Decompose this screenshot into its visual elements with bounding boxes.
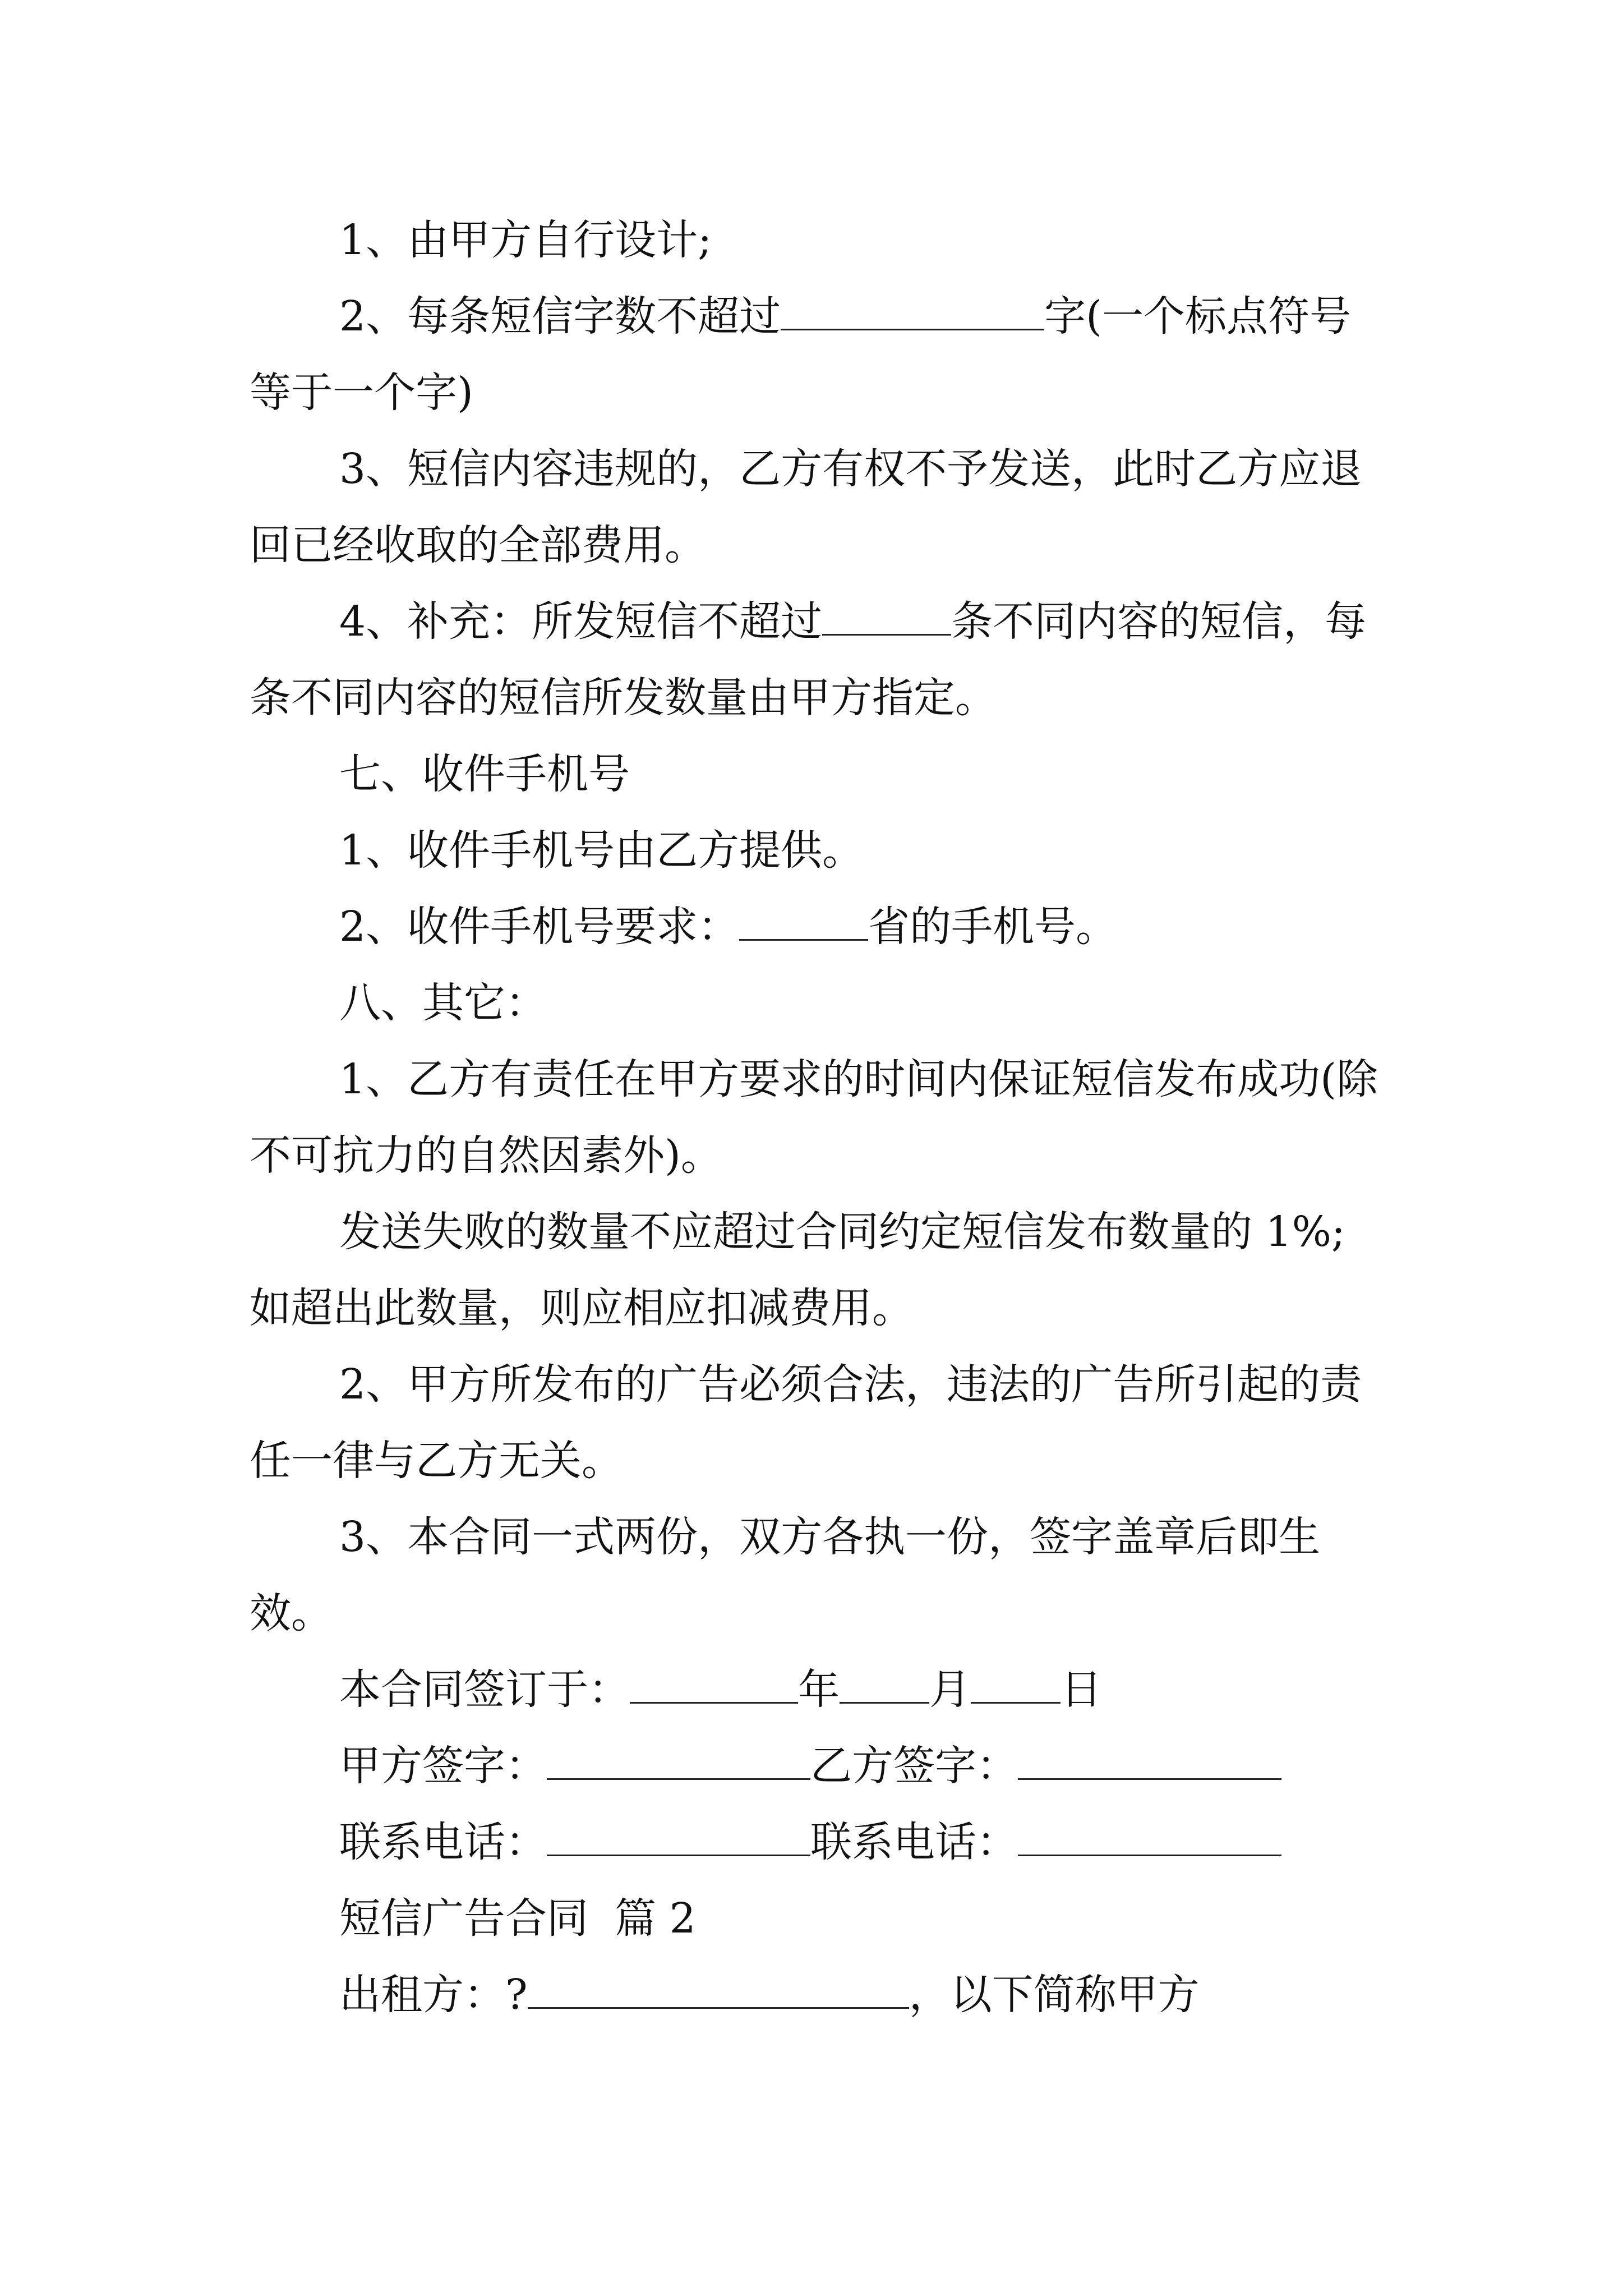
clause-text: 2、每条短信字数不超过 bbox=[339, 292, 781, 341]
lessor-suffix: ，以下简称甲方 bbox=[909, 1971, 1200, 2019]
clause-text: 1、乙方有责任在甲方要求的时间内保证短信发布成功(除不可抗力的自然因素外)。 bbox=[250, 1055, 1378, 1180]
party-a-sign-label: 甲方签字： bbox=[339, 1742, 547, 1790]
clause-text: 字(一个标点符号等于一个字) bbox=[250, 292, 1351, 417]
fill-blank[interactable] bbox=[822, 600, 951, 636]
clause-text: 省的手机号。 bbox=[868, 903, 1118, 951]
party-b-sign-blank[interactable] bbox=[1018, 1745, 1281, 1780]
phone-line bbox=[250, 1804, 1380, 1880]
clause-text: 4、补充：所发短信不超过 bbox=[339, 597, 823, 646]
signing-date-line bbox=[250, 1651, 1380, 1728]
year-label: 年 bbox=[798, 1665, 840, 1714]
clause-text: 条不同内容的短信，每条不同内容的短信所发数量由甲方指定。 bbox=[250, 597, 1367, 722]
clause-6-2 bbox=[250, 278, 1380, 431]
year-blank[interactable] bbox=[630, 1668, 798, 1704]
month-label: 月 bbox=[929, 1665, 971, 1714]
clause-6-1 bbox=[250, 202, 1380, 278]
day-blank[interactable] bbox=[971, 1668, 1061, 1704]
fill-blank[interactable] bbox=[739, 905, 868, 941]
clause-6-3 bbox=[250, 431, 1380, 583]
party-b-phone-blank[interactable] bbox=[1018, 1821, 1281, 1856]
month-blank[interactable] bbox=[840, 1668, 929, 1704]
signature-line bbox=[250, 1728, 1380, 1804]
party-b-sign-label: 乙方签字： bbox=[810, 1742, 1018, 1790]
clause-text: 3、本合同一式两份，双方各执一份，签字盖章后即生效。 bbox=[250, 1513, 1321, 1637]
clause-text: 2、收件手机号要求： bbox=[339, 903, 740, 951]
clause-6-4 bbox=[250, 583, 1380, 736]
day-label: 日 bbox=[1061, 1665, 1102, 1714]
clause-8-3 bbox=[250, 1499, 1380, 1651]
lessor-blank[interactable] bbox=[528, 1973, 909, 2009]
lessor-label: 出租方：? bbox=[339, 1971, 528, 2019]
clause-8-1b bbox=[250, 1194, 1380, 1346]
section-heading-8 bbox=[250, 965, 1380, 1041]
clause-text: 3、短信内容违规的，乙方有权不予发送，此时乙方应退回已经收取的全部费用。 bbox=[250, 445, 1362, 569]
party-a-phone-blank[interactable] bbox=[547, 1821, 810, 1856]
fill-blank[interactable] bbox=[781, 295, 1044, 330]
clause-text: 1、由甲方自行设计; bbox=[339, 216, 712, 264]
heading-text: 七、收件手机号 bbox=[339, 750, 630, 798]
signing-date-label: 本合同签订于： bbox=[339, 1665, 630, 1714]
party-b-phone-label: 联系电话： bbox=[810, 1818, 1018, 1866]
clause-text: 2、甲方所发布的广告必须合法，违法的广告所引起的责任一律与乙方无关。 bbox=[250, 1360, 1362, 1485]
clause-7-2 bbox=[250, 889, 1380, 965]
section-heading-7 bbox=[250, 736, 1380, 812]
document-body bbox=[250, 202, 1380, 2033]
clause-text: 1、收件手机号由乙方提供。 bbox=[339, 826, 864, 875]
clause-8-1 bbox=[250, 1041, 1380, 1194]
party-a-phone-label: 联系电话： bbox=[339, 1818, 547, 1866]
clause-text: 发送失败的数量不应超过合同约定短信发布数量的 1%;如超出此数量，则应相应扣减费用。 bbox=[250, 1208, 1345, 1332]
party-a-sign-blank[interactable] bbox=[547, 1745, 810, 1780]
lessor-line bbox=[250, 1957, 1380, 2033]
clause-8-2 bbox=[250, 1346, 1380, 1499]
section-title bbox=[250, 1880, 1380, 1957]
clause-7-1 bbox=[250, 812, 1380, 889]
heading-text: 八、其它： bbox=[339, 979, 547, 1027]
section-title-text: 短信广告合同 篇 2 bbox=[339, 1894, 696, 1943]
